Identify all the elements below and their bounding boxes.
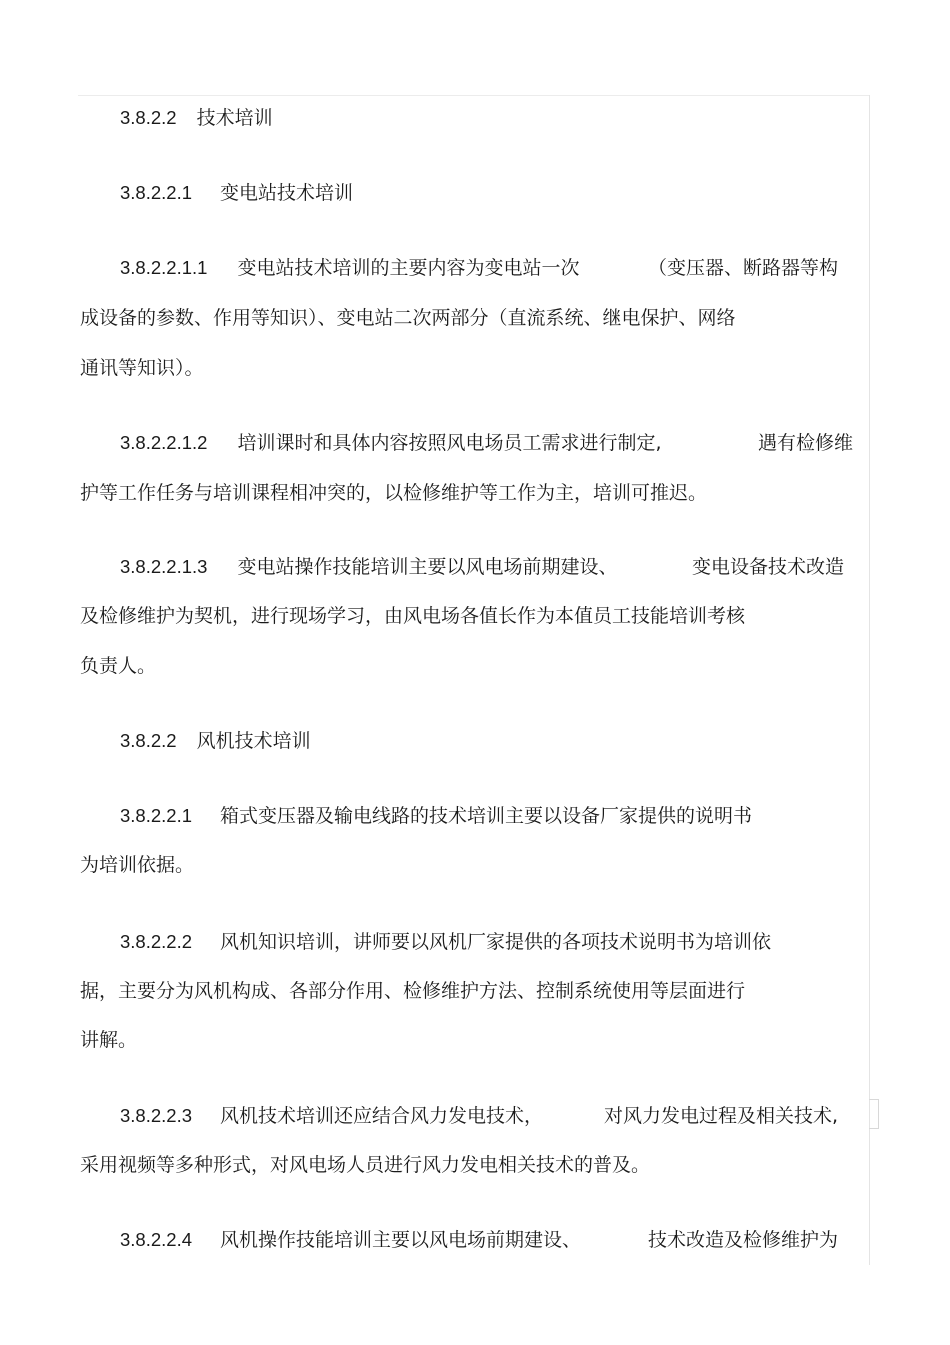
paragraph-line [604, 1104, 838, 1128]
heading-line [120, 181, 353, 205]
section-number: 3.8.2.2.4 [120, 1229, 193, 1250]
paragraph-text: 成设备的参数、作用等知识）、变电站二次两部分（直流系统、继电保护、网络 [80, 307, 736, 329]
section-number: 3.8.2.2 [120, 730, 177, 751]
paragraph-line [648, 1228, 838, 1252]
paragraph-line [120, 431, 661, 455]
paragraph-text: 技术改造及检修维护为 [648, 1229, 839, 1251]
paragraph-text: 变电站操作技能培训主要以风电场前期建设、 [237, 556, 618, 578]
heading-text: 变电站技术培训 [220, 182, 354, 204]
paragraph-text: 风机操作技能培训主要以风电场前期建设、 [220, 1229, 582, 1251]
section-number: 3.8.2.2.1 [120, 805, 193, 826]
paragraph-text: 讲解。 [80, 1029, 138, 1051]
section-number: 3.8.2.2.1.1 [120, 257, 208, 278]
section-number: 3.8.2.2.1.3 [120, 556, 208, 577]
paragraph-line [692, 555, 844, 579]
paragraph-text: 护等工作任务与培训课程相冲突的，以检修维护等工作为主，培训可推迟。 [80, 482, 708, 504]
paragraph-line [80, 979, 745, 1003]
paragraph-line [120, 256, 579, 280]
paragraph-line [758, 431, 853, 455]
paragraph-line [80, 306, 736, 330]
paragraph-text: 及检修维护为契机，进行现场学习，由风电场各值长作为本值员工技能培训考核 [80, 605, 746, 627]
margin-marker [869, 1099, 879, 1129]
paragraph-text: （变压器、断路器等构 [648, 257, 839, 279]
paragraph-text: 风机知识培训，讲师要以风机厂家提供的各项技术说明书为培训依 [220, 931, 772, 953]
paragraph-text: 变电设备技术改造 [692, 556, 845, 578]
section-number: 3.8.2.2 [120, 107, 177, 128]
paragraph-text: 变电站技术培训的主要内容为变电站一次 [237, 257, 580, 279]
paragraph-text: 采用视频等多种形式，对风电场人员进行风力发电相关技术的普及。 [80, 1154, 651, 1176]
paragraph-line [120, 1104, 543, 1128]
paragraph-line [80, 654, 156, 678]
paragraph-text: 负责人。 [80, 655, 157, 677]
section-number: 3.8.2.2.1 [120, 182, 193, 203]
heading-line [120, 729, 311, 753]
paragraph-text: 据，主要分为风机构成、各部分作用、检修维护方法、控制系统使用等层面进行 [80, 980, 746, 1002]
paragraph-line [80, 853, 194, 877]
heading-text: 技术培训 [196, 107, 273, 129]
paragraph-line [120, 555, 617, 579]
paragraph-line [80, 1153, 650, 1177]
heading-text: 风机技术培训 [196, 730, 311, 752]
page-top-border [78, 95, 870, 96]
paragraph-line [80, 481, 707, 505]
paragraph-text: 为培训依据。 [80, 854, 195, 876]
heading-line [120, 106, 273, 130]
paragraph-line [648, 256, 838, 280]
section-number: 3.8.2.2.2 [120, 931, 193, 952]
section-number: 3.8.2.2.3 [120, 1105, 193, 1126]
paragraph-line [80, 1028, 137, 1052]
paragraph-text: 箱式变压器及输电线路的技术培训主要以设备厂家提供的说明书 [220, 805, 753, 827]
paragraph-text: 风机技术培训还应结合风力发电技术， [220, 1105, 544, 1127]
paragraph-text: 对风力发电过程及相关技术, [604, 1105, 839, 1127]
paragraph-line [120, 1228, 581, 1252]
paragraph-line [120, 930, 771, 954]
section-number: 3.8.2.2.1.2 [120, 432, 208, 453]
paragraph-line [80, 604, 745, 628]
paragraph-line [80, 356, 204, 380]
paragraph-text: 通讯等知识）。 [80, 357, 204, 379]
paragraph-text: 遇有检修维 [758, 432, 854, 454]
paragraph-line [120, 804, 752, 828]
paragraph-text: 培训课时和具体内容按照风电场员工需求进行制定, [237, 432, 662, 454]
page-right-border [869, 95, 870, 1265]
